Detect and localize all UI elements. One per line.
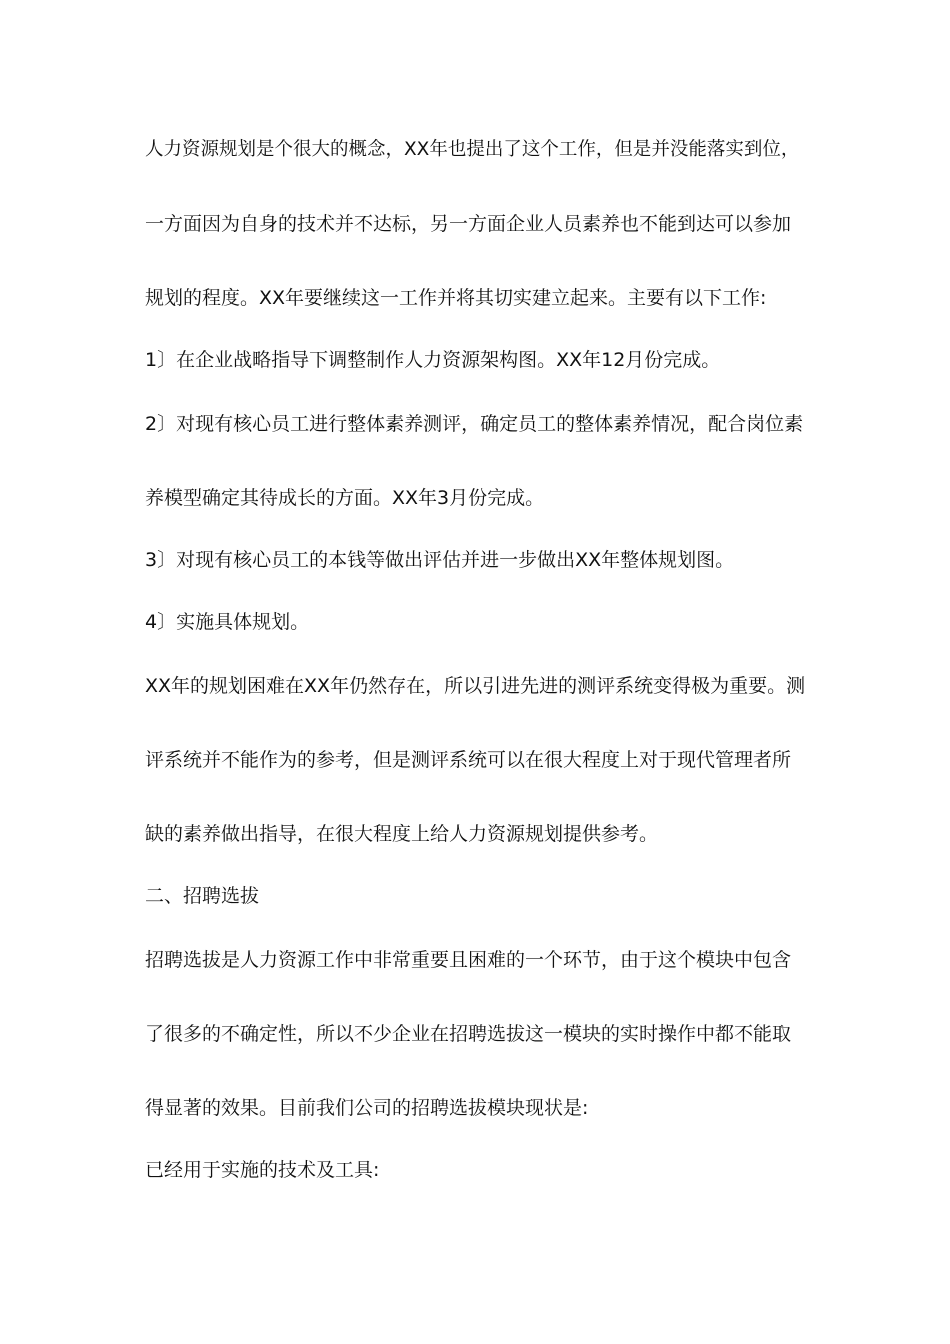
section-heading: 二、招聘选拔 [145, 885, 260, 907]
list-item-continuation: 养模型确定其待成长的方面。XX年3月份完成。 [145, 487, 545, 509]
paragraph-line: XX年的规划困难在XX年仍然存在，所以引进先进的测评系统变得极为重要。测 [145, 675, 806, 697]
paragraph-line: 评系统并不能作为的参考，但是测评系统可以在很大程度上对于现代管理者所 [145, 749, 792, 771]
paragraph-line: 了很多的不确定性，所以不少企业在招聘选拔这一模块的实时操作中都不能取 [145, 1023, 792, 1045]
list-item: 4〕实施具体规划。 [145, 611, 310, 633]
paragraph-line: 招聘选拔是人力资源工作中非常重要且困难的一个环节，由于这个模块中包含 [145, 949, 792, 971]
paragraph-line: 已经用于实施的技术及工具: [145, 1159, 380, 1181]
list-item: 3〕对现有核心员工的本钱等做出评估并进一步做出XX年整体规划图。 [145, 549, 735, 571]
list-item: 1〕在企业战略指导下调整制作人力资源架构图。XX年12月份完成。 [145, 349, 721, 371]
paragraph-line: 缺的素养做出指导，在很大程度上给人力资源规划提供参考。 [145, 823, 659, 845]
paragraph-line: 规划的程度。XX年要继续这一工作并将其切实建立起来。主要有以下工作: [145, 287, 767, 309]
paragraph-line: 得显著的效果。目前我们公司的招聘选拔模块现状是: [145, 1097, 589, 1119]
list-item: 2〕对现有核心员工进行整体素养测评，确定员工的整体素养情况，配合岗位素 [145, 413, 804, 435]
paragraph-line: 一方面因为自身的技术并不达标，另一方面企业人员素养也不能到达可以参加 [145, 213, 792, 235]
paragraph-line: 人力资源规划是个很大的概念，XX年也提出了这个工作，但是并没能落实到位， [145, 139, 800, 160]
